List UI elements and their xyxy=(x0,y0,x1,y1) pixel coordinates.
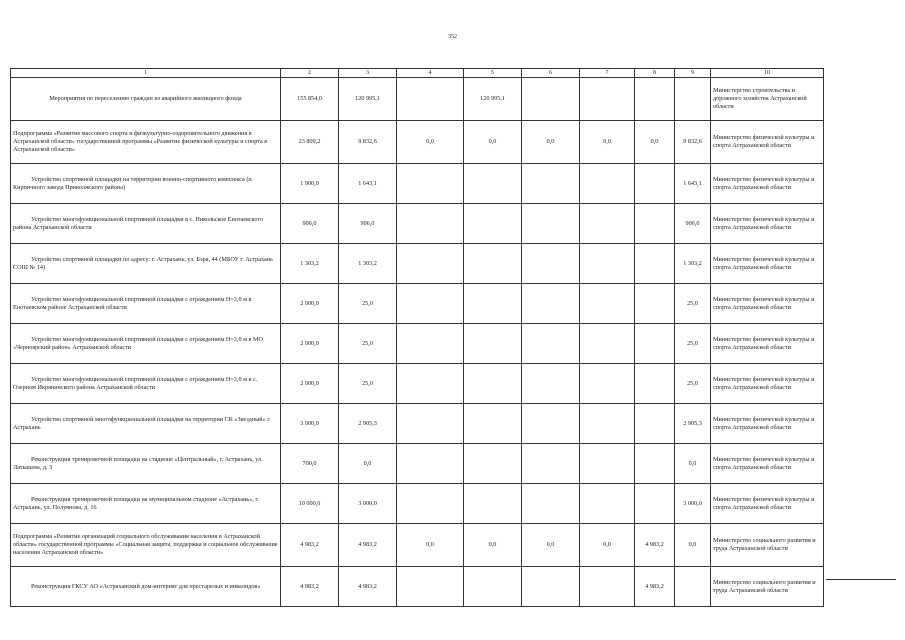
amount-cell: 0,0 xyxy=(397,524,464,567)
amount-cell xyxy=(580,204,635,244)
amount-cell: 0,0 xyxy=(635,121,675,164)
column-number-row xyxy=(11,69,824,78)
amount-cell: 25,0 xyxy=(675,324,711,364)
amount-cell: 700,0 xyxy=(281,444,339,484)
column-number: 4 xyxy=(397,69,464,78)
column-number: 2 xyxy=(281,69,339,78)
amount-cell: 1 900,0 xyxy=(281,164,339,204)
amount-cell: 0,0 xyxy=(464,121,522,164)
amount-cell xyxy=(522,484,580,524)
column-number: 1 xyxy=(11,69,281,78)
amount-cell xyxy=(522,204,580,244)
amount-cell xyxy=(522,164,580,204)
amount-cell: 2 000,0 xyxy=(281,284,339,324)
activity-name-cell: Устройство спортивной площадки по адресу: г. Астрахань, ул. Бэра, 44 (МБОУ г. Астрахань СОШ № 14) xyxy=(11,244,281,284)
activity-name-cell: Устройство спортивной многофункциональной площадки на территории СК «Звездный» г. Астрахань xyxy=(11,404,281,444)
activity-name-cell: Устройство спортивной площадки на территории военно-спортивного комплекса (п. Кирпичного завода Приволжского района) xyxy=(11,164,281,204)
amount-cell xyxy=(464,567,522,607)
amount-cell: 1 643,1 xyxy=(675,164,711,204)
amount-cell xyxy=(635,324,675,364)
activity-name-cell: Подпрограмма «Развитие организаций социального обслуживания населения в Астраханской области» государственной программы «Социальная защита, поддержка и социальное обслуживание населения Астраханской области» xyxy=(11,524,281,567)
amount-cell: 0,0 xyxy=(339,444,397,484)
amount-cell xyxy=(464,364,522,404)
amount-cell: 906,0 xyxy=(339,204,397,244)
amount-cell xyxy=(522,364,580,404)
activity-name-cell: Устройство многофункциональной спортивной площадки в с. Никольское Енотаевского района Астраханской области xyxy=(11,204,281,244)
table-body xyxy=(11,69,824,607)
activity-name-cell: Устройство многофункциональной спортивной площадки с ограждением Н=3,0 м в Енотаевском районе Астраханской области xyxy=(11,284,281,324)
amount-cell xyxy=(635,404,675,444)
amount-cell: 0,0 xyxy=(522,524,580,567)
table-row xyxy=(11,284,824,324)
amount-cell: 1 303,2 xyxy=(339,244,397,284)
amount-cell xyxy=(635,364,675,404)
responsible-body-cell: Министерство физической культуры и спорта Астраханской области xyxy=(711,484,824,524)
amount-cell: 4 983,2 xyxy=(281,524,339,567)
responsible-body-cell: Министерство физической культуры и спорта Астраханской области xyxy=(711,121,824,164)
table-row xyxy=(11,484,824,524)
table-row xyxy=(11,78,824,121)
amount-cell: 9 832,6 xyxy=(339,121,397,164)
budget-table xyxy=(10,68,824,607)
column-number: 6 xyxy=(522,69,580,78)
responsible-body-cell: Министерство социального развития и труда Астраханской области xyxy=(711,567,824,607)
responsible-body-cell: Министерство физической культуры и спорта Астраханской области xyxy=(711,164,824,204)
responsible-body-cell: Министерство физической культуры и спорта Астраханской области xyxy=(711,324,824,364)
amount-cell: 1 303,2 xyxy=(675,244,711,284)
amount-cell: 120 995,1 xyxy=(339,78,397,121)
amount-cell xyxy=(464,164,522,204)
amount-cell xyxy=(635,164,675,204)
column-number: 8 xyxy=(635,69,675,78)
amount-cell xyxy=(522,567,580,607)
activity-name-cell: Реконструкция ГКСУ АО «Астраханский дом-интернат для престарелых и инвалидов» xyxy=(11,567,281,607)
responsible-body-cell: Министерство физической культуры и спорта Астраханской области xyxy=(711,364,824,404)
amount-cell xyxy=(397,364,464,404)
amount-cell xyxy=(522,324,580,364)
amount-cell xyxy=(580,284,635,324)
amount-cell: 1 643,1 xyxy=(339,164,397,204)
amount-cell xyxy=(580,324,635,364)
amount-cell: 0,0 xyxy=(522,121,580,164)
amount-cell: 25,0 xyxy=(675,364,711,404)
amount-cell: 120 995,1 xyxy=(464,78,522,121)
activity-name-cell: Реконструкция тренировочной площадки на стадионе «Центральный», г. Астрахань, ул. Латышева, д. 3 xyxy=(11,444,281,484)
amount-cell xyxy=(522,284,580,324)
amount-cell: 155 854,0 xyxy=(281,78,339,121)
amount-cell: 0,0 xyxy=(675,444,711,484)
activity-name-cell: Устройство многофункциональной спортивной площадки с ограждением Н=3,0 м в МО «Черноярский район» Астраханской области xyxy=(11,324,281,364)
amount-cell: 4 983,2 xyxy=(635,567,675,607)
amount-cell: 25,0 xyxy=(339,364,397,404)
table-row xyxy=(11,444,824,484)
amount-cell xyxy=(397,204,464,244)
amount-cell: 2 905,3 xyxy=(339,404,397,444)
amount-cell xyxy=(580,484,635,524)
responsible-body-cell: Министерство строительства и дорожного хозяйства Астраханской области xyxy=(711,78,824,121)
amount-cell xyxy=(580,444,635,484)
table-row xyxy=(11,567,824,607)
responsible-body-cell: Министерство физической культуры и спорта Астраханской области xyxy=(711,444,824,484)
table-row xyxy=(11,244,824,284)
activity-name-cell: Реконструкция тренировочной площадки на муниципальном стадионе «Астрахань», г. Астрахань, ул. Полуянова, д. 16 xyxy=(11,484,281,524)
amount-cell: 3 000,0 xyxy=(281,404,339,444)
amount-cell xyxy=(464,284,522,324)
amount-cell xyxy=(464,204,522,244)
amount-cell xyxy=(397,404,464,444)
amount-cell xyxy=(464,484,522,524)
amount-cell: 4 983,2 xyxy=(635,524,675,567)
amount-cell xyxy=(397,567,464,607)
column-number: 3 xyxy=(339,69,397,78)
amount-cell xyxy=(397,324,464,364)
amount-cell xyxy=(635,204,675,244)
amount-cell: 0,0 xyxy=(464,524,522,567)
amount-cell: 3 000,0 xyxy=(675,484,711,524)
activity-name-cell: Подпрограмма «Развитие массового спорта и физкультурно-оздоровительного движения в Астраханской области» государственной программы «Развитие физической культуры и спорта в Астраханской области» xyxy=(11,121,281,164)
amount-cell xyxy=(464,404,522,444)
amount-cell: 1 303,2 xyxy=(281,244,339,284)
responsible-body-cell: Министерство физической культуры и спорта Астраханской области xyxy=(711,244,824,284)
amount-cell xyxy=(397,244,464,284)
amount-cell xyxy=(522,78,580,121)
amount-cell xyxy=(675,567,711,607)
amount-cell xyxy=(397,284,464,324)
activity-name-cell: Устройство многофункциональной спортивной площадки с ограждением Н=3,0 м в с. Озерном Икрянинского района Астраханской области xyxy=(11,364,281,404)
column-number: 10 xyxy=(711,69,824,78)
amount-cell xyxy=(635,78,675,121)
amount-cell xyxy=(464,444,522,484)
amount-cell xyxy=(675,78,711,121)
amount-cell xyxy=(522,404,580,444)
responsible-body-cell: Министерство социального развития и труда Астраханской области xyxy=(711,524,824,567)
divider-line xyxy=(826,579,896,580)
table-row xyxy=(11,324,824,364)
amount-cell: 2 905,3 xyxy=(675,404,711,444)
amount-cell xyxy=(464,324,522,364)
table-row xyxy=(11,524,824,567)
amount-cell: 0,0 xyxy=(397,121,464,164)
table-row xyxy=(11,164,824,204)
amount-cell: 9 832,6 xyxy=(675,121,711,164)
column-number: 5 xyxy=(464,69,522,78)
amount-cell: 25,0 xyxy=(339,324,397,364)
column-number: 9 xyxy=(675,69,711,78)
amount-cell: 4 983,2 xyxy=(339,567,397,607)
amount-cell xyxy=(635,444,675,484)
table-row xyxy=(11,364,824,404)
amount-cell xyxy=(397,484,464,524)
amount-cell xyxy=(580,78,635,121)
amount-cell: 906,0 xyxy=(675,204,711,244)
amount-cell: 4 983,2 xyxy=(339,524,397,567)
amount-cell: 2 000,0 xyxy=(281,364,339,404)
amount-cell: 25,0 xyxy=(675,284,711,324)
amount-cell xyxy=(522,444,580,484)
amount-cell xyxy=(580,364,635,404)
amount-cell: 906,0 xyxy=(281,204,339,244)
activity-name-cell: Мероприятия по переселению граждан из аварийного жилищного фонда xyxy=(11,78,281,121)
amount-cell: 25,0 xyxy=(339,284,397,324)
amount-cell xyxy=(580,244,635,284)
table-row xyxy=(11,404,824,444)
amount-cell xyxy=(397,78,464,121)
page-number: 352 xyxy=(448,34,457,40)
responsible-body-cell: Министерство физической культуры и спорта Астраханской области xyxy=(711,284,824,324)
amount-cell: 0,0 xyxy=(580,524,635,567)
amount-cell: 3 000,0 xyxy=(339,484,397,524)
amount-cell xyxy=(464,244,522,284)
amount-cell xyxy=(397,444,464,484)
amount-cell: 23 809,2 xyxy=(281,121,339,164)
amount-cell: 10 000,0 xyxy=(281,484,339,524)
table-row xyxy=(11,121,824,164)
table-row xyxy=(11,204,824,244)
amount-cell xyxy=(635,284,675,324)
amount-cell: 0,0 xyxy=(675,524,711,567)
amount-cell xyxy=(522,244,580,284)
amount-cell xyxy=(397,164,464,204)
amount-cell xyxy=(635,244,675,284)
amount-cell xyxy=(580,567,635,607)
responsible-body-cell: Министерство физической культуры и спорта Астраханской области xyxy=(711,404,824,444)
amount-cell xyxy=(580,404,635,444)
column-number: 7 xyxy=(580,69,635,78)
amount-cell: 4 983,2 xyxy=(281,567,339,607)
amount-cell: 2 000,0 xyxy=(281,324,339,364)
amount-cell: 0,0 xyxy=(580,121,635,164)
amount-cell xyxy=(635,484,675,524)
responsible-body-cell: Министерство физической культуры и спорта Астраханской области xyxy=(711,204,824,244)
amount-cell xyxy=(580,164,635,204)
